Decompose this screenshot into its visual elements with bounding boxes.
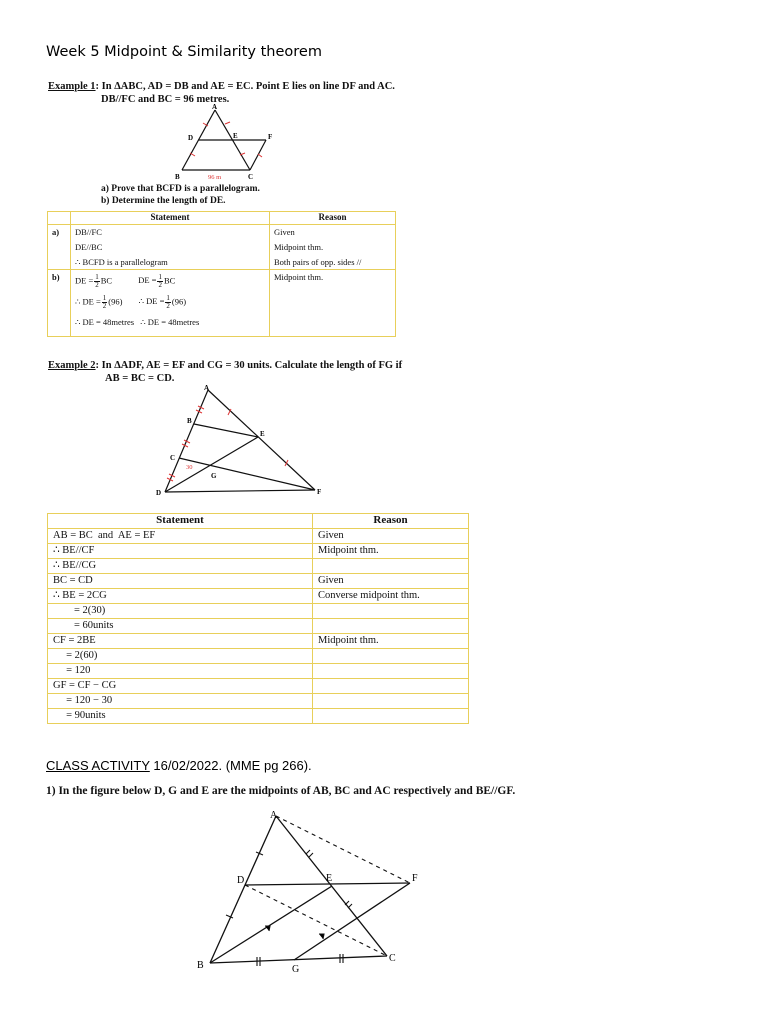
ex1-half-3-num: 1 — [102, 294, 107, 302]
table-row — [48, 664, 469, 679]
ex2-reason-cell: Given — [313, 529, 469, 544]
table-row — [48, 529, 469, 544]
ex2-reason-cell: Converse midpoint thm. — [313, 589, 469, 604]
table-row — [48, 649, 469, 664]
ex1-bc-1: BC — [100, 275, 113, 286]
table-row — [48, 694, 469, 709]
ex2-statement-cell: = 120 − 30 — [48, 694, 313, 709]
ex2-label-f: F — [317, 488, 322, 496]
ex1-half-3 — [102, 295, 108, 310]
ex2-label-b: B — [187, 417, 192, 425]
ex2-reason-cell — [313, 619, 469, 634]
ex1-table-blank-header — [48, 212, 71, 225]
ex1-stmt-1: DB//FC — [75, 227, 102, 237]
ex1-reason-1: Given — [274, 227, 295, 237]
example1-label: Example 1 — [48, 81, 96, 92]
q1-label-f: F — [412, 873, 418, 884]
q1-label-c: C — [389, 953, 396, 964]
ex1-result-2: ∴ DE = 48metres — [140, 317, 200, 327]
ex1-half-4-den: 2 — [166, 302, 170, 310]
ex2-reason-cell: Midpoint thm. — [313, 634, 469, 649]
ex1-reason-2: Midpoint thm. — [274, 242, 324, 252]
q1-label-e: E — [326, 873, 333, 884]
class-activity-heading: CLASS ACTIVITY — [46, 758, 150, 773]
q1-label-g: G — [292, 964, 300, 975]
ex2-reason-cell — [313, 694, 469, 709]
ex2-cg-length: 30 — [186, 464, 193, 471]
question1-text: 1) In the figure below D, G and E are the midpoints of AB, BC and AC respectively and BE//GF. — [46, 785, 516, 797]
example2-figure — [150, 382, 330, 500]
ex2-label-e: E — [260, 430, 265, 438]
ex2-statement-cell: ∴ BE//CG — [48, 559, 313, 574]
ex1-reason-3: Both pairs of opp. sides // — [274, 257, 362, 267]
ex1-result-1: ∴ DE = 48metres — [75, 317, 135, 327]
ex1-de-2: DE = — [138, 275, 157, 286]
ex1-stmt-3: ∴ BCFD is a parallelogram — [75, 257, 168, 267]
example1-text: Example 1: In ΔABC, AD = DB and AE = EC. Point E lies on line DF and AC. DB//FC and BC = 96 metres. — [48, 81, 395, 105]
ex1-label-c: C — [248, 173, 254, 181]
ex2-reason-cell — [313, 649, 469, 664]
ex2-statement-cell: AB = BC and AE = EF — [48, 529, 313, 544]
ex1-tde-1: ∴ DE = — [75, 296, 101, 307]
ex2-reason-cell — [313, 679, 469, 694]
ex2-statement-cell: BC = CD — [48, 574, 313, 589]
ex1-part-a-reasons — [270, 225, 396, 270]
ex2-label-c: C — [170, 454, 176, 462]
example2-line2: AB = BC = CD. — [105, 373, 175, 384]
example1-line2: DB//FC and BC = 96 metres. — [101, 94, 230, 105]
ex1-half-2 — [157, 274, 163, 289]
ex2-reason-cell: Midpoint thm. — [313, 544, 469, 559]
ex2-statement-cell: ∴ BE = 2CG — [48, 589, 313, 604]
ex1-part-b-working — [71, 270, 270, 337]
q1-label-a: A — [270, 810, 278, 821]
ex1-label-a: A — [212, 103, 218, 111]
ex1-part-a-label: a) — [48, 225, 71, 270]
example1-line1: In ΔABC, AD = DB and AE = EC. Point E lies on line DF and AC. — [101, 81, 395, 92]
ex2-statement-cell: CF = 2BE — [48, 634, 313, 649]
ex2-statement-cell: = 90units — [48, 709, 313, 724]
class-activity — [46, 758, 312, 773]
ex2-statement-cell: = 120 — [48, 664, 313, 679]
ex2-reason-cell — [313, 664, 469, 679]
example1-table — [47, 211, 396, 337]
ex2-reason-cell — [313, 559, 469, 574]
ex2-table-body — [48, 529, 469, 724]
ex2-label-g: G — [211, 472, 217, 480]
example1-figure — [170, 100, 280, 182]
ex1-half-4-num: 1 — [166, 294, 170, 302]
ex2-statement-cell: = 60units — [48, 619, 313, 634]
ex1-half-2-num: 1 — [158, 273, 162, 281]
ex1-half-1 — [94, 274, 100, 289]
class-activity-date: 16/02/2022. (MME pg 266). — [149, 758, 312, 773]
ex1-table-reason-header: Reason — [270, 212, 396, 225]
ex1-label-b: B — [175, 173, 180, 181]
page-title: Week 5 Midpoint & Similarity theorem — [46, 44, 322, 60]
table-row — [48, 604, 469, 619]
ex2-table-statement-header: Statement — [48, 514, 313, 529]
ex1-label-f: F — [268, 133, 273, 141]
example2-line1: In ΔADF, AE = EF and CG = 30 units. Calculate the length of FG if — [101, 360, 403, 371]
ex1-part-b-reason: Midpoint thm. — [270, 270, 396, 337]
ex2-statement-cell: GF = CF − CG — [48, 679, 313, 694]
table-row — [48, 679, 469, 694]
table-row — [48, 544, 469, 559]
example2-label: Example 2 — [48, 360, 96, 371]
ex2-reason-cell — [313, 709, 469, 724]
ex1-label-e: E — [233, 132, 238, 140]
ex1-96-1: (96) — [108, 296, 123, 307]
example1-tasks — [101, 183, 260, 207]
q1-label-d: D — [237, 875, 245, 886]
ex1-half-2-den: 2 — [158, 281, 162, 289]
ex1-bc-2: BC — [163, 275, 176, 286]
ex1-tde-2: ∴ DE = — [138, 296, 165, 307]
ex1-half-4 — [165, 295, 171, 310]
ex1-bc-length: 96 m — [208, 174, 222, 181]
ex2-table-reason-header: Reason — [313, 514, 469, 529]
ex1-table-statement-header: Statement — [71, 212, 270, 225]
example1-task-a: a) Prove that BCFD is a parallelogram. — [101, 184, 260, 194]
example1-task-b: b) Determine the length of DE. — [101, 196, 226, 206]
ex1-part-a-statements — [71, 225, 270, 270]
table-row — [48, 589, 469, 604]
ex2-statement-cell: = 2(60) — [48, 649, 313, 664]
ex1-half-1-num: 1 — [95, 273, 99, 281]
q1-label-b: B — [197, 960, 204, 971]
ex1-half-1-den: 2 — [95, 281, 99, 289]
ex1-half-3-den: 2 — [102, 302, 107, 310]
table-row — [48, 634, 469, 649]
table-row — [48, 559, 469, 574]
table-row — [48, 619, 469, 634]
ex1-stmt-2: DE//BC — [75, 242, 103, 252]
ex2-statement-cell: = 2(30) — [48, 604, 313, 619]
ex2-label-d: D — [156, 489, 162, 497]
example2-text: Example 2: In ΔADF, AE = EF and CG = 30 units. Calculate the length of FG if AB = BC = CD. — [48, 360, 403, 384]
ex2-statement-cell: ∴ BE//CF — [48, 544, 313, 559]
ex1-de-1: DE = — [75, 275, 94, 286]
ex2-reason-cell — [313, 604, 469, 619]
example2-table — [47, 513, 469, 724]
ex2-label-a: A — [204, 384, 210, 392]
table-row — [48, 574, 469, 589]
ex2-reason-cell: Given — [313, 574, 469, 589]
table-row — [48, 709, 469, 724]
question1-figure — [192, 808, 428, 978]
ex1-label-d: D — [188, 134, 194, 142]
ex1-96-2: (96) — [171, 296, 187, 307]
ex1-part-b-label: b) — [48, 270, 71, 337]
